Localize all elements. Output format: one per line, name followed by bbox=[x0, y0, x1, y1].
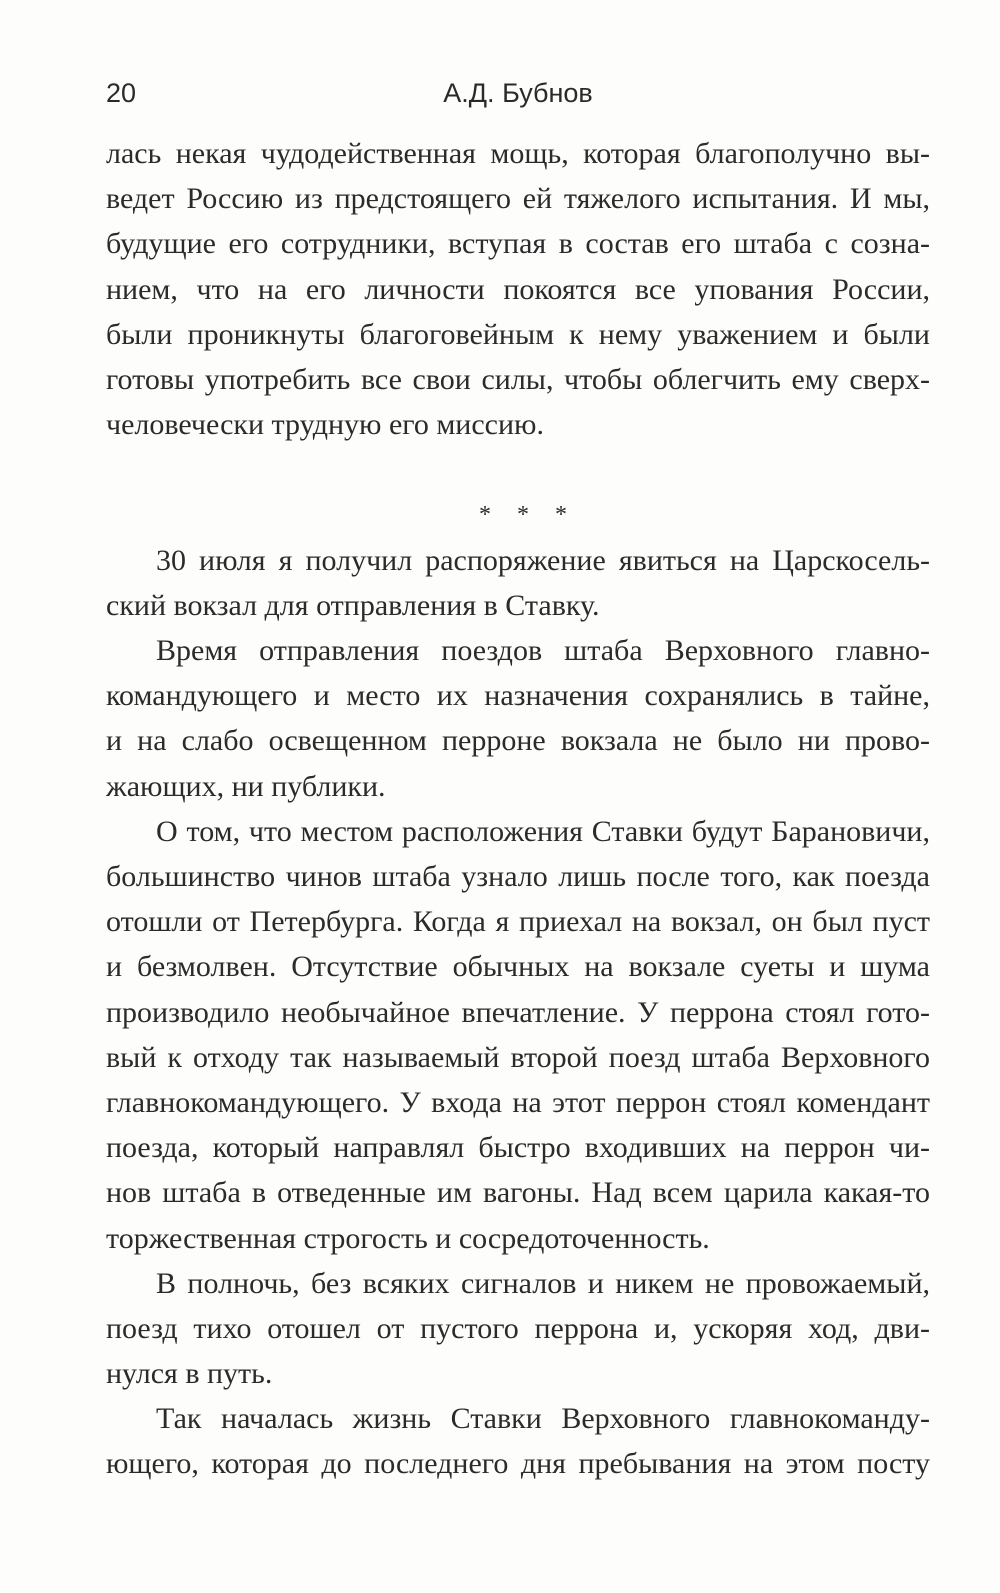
text-line: поезд тихо отошел от пустого перрона и, ускоряя ход, дви- bbox=[106, 1311, 930, 1345]
text-line: были проникнуты благоговейным к нему уважением и были bbox=[106, 317, 930, 351]
paragraph bbox=[106, 1396, 930, 1486]
paragraph bbox=[106, 538, 930, 628]
text-line: человечески трудную его миссию. bbox=[106, 408, 544, 442]
text-line: Время отправления поездов штаба Верховного главно- bbox=[156, 634, 930, 668]
text-line: вый к отходу так называемый второй поезд штаба Верховного bbox=[106, 1040, 930, 1074]
paragraph bbox=[106, 1261, 930, 1397]
text-line: торжественная строгость и сосредоточенность. bbox=[106, 1221, 710, 1255]
text-line: нов штаба в отведенные им вагоны. Над всем царила какая-то bbox=[106, 1176, 930, 1210]
text-line: и безмолвен. Отсутствие обычных на вокзале суеты и шума bbox=[106, 950, 930, 984]
body-text bbox=[106, 131, 930, 1487]
text-line: В полночь, без всяких сигналов и никем не провожаемый, bbox=[156, 1266, 930, 1300]
paragraph bbox=[106, 131, 930, 447]
spacer bbox=[106, 447, 930, 492]
running-head bbox=[106, 78, 930, 118]
text-line: производило необычайное впечатление. У перрона стоял гото- bbox=[106, 995, 930, 1029]
text-line: будущие его сотрудники, вступая в состав его штаба с созна- bbox=[106, 227, 930, 261]
text-line: большинство чинов штаба узнало лишь после того, как поезда bbox=[106, 860, 930, 893]
text-line: ведет Россию из предстоящего ей тяжелого испытания. И мы, bbox=[106, 182, 930, 216]
page-number: 20 bbox=[106, 78, 137, 108]
text-line: жающих, ни публики. bbox=[106, 769, 386, 803]
text-line: ский вокзал для отправления в Ставку. bbox=[106, 588, 600, 622]
section-separator: * * * bbox=[479, 501, 577, 528]
paragraph bbox=[106, 809, 930, 1261]
text-line: лась некая чудодейственная мощь, которая благополучно вы- bbox=[106, 137, 930, 170]
text-line: нулся в путь. bbox=[106, 1357, 273, 1391]
text-line: и на слабо освещенном перроне вокзала не было ни прово- bbox=[106, 724, 930, 758]
text-line: О том, что местом расположения Ставки будут Барановичи, bbox=[156, 814, 930, 848]
text-line: 30 июля я получил распоряжение явиться на Царскосель- bbox=[156, 543, 930, 577]
text-line: готовы употребить все свои силы, чтобы облегчить ему сверх- bbox=[106, 362, 930, 396]
text-line: ющего, которая до последнего дня пребывания на этом посту bbox=[106, 1447, 930, 1481]
running-head-author: А.Д. Бубнов bbox=[443, 78, 593, 108]
text-line: отошли от Петербурга. Когда я приехал на вокзал, он был пуст bbox=[106, 905, 930, 939]
text-line: командующего и место их назначения сохранялись в тайне, bbox=[106, 679, 930, 713]
paragraph bbox=[106, 628, 930, 809]
text-line: нием, что на его личности покоятся все упования России, bbox=[106, 272, 930, 306]
text-line: Так началась жизнь Ставки Верховного главнокоманду- bbox=[156, 1402, 930, 1436]
text-line: главнокомандующего. У входа на этот перрон стоял комендант bbox=[106, 1085, 930, 1119]
text-line: поезда, который направлял быстро входивших на перрон чи- bbox=[106, 1131, 930, 1165]
